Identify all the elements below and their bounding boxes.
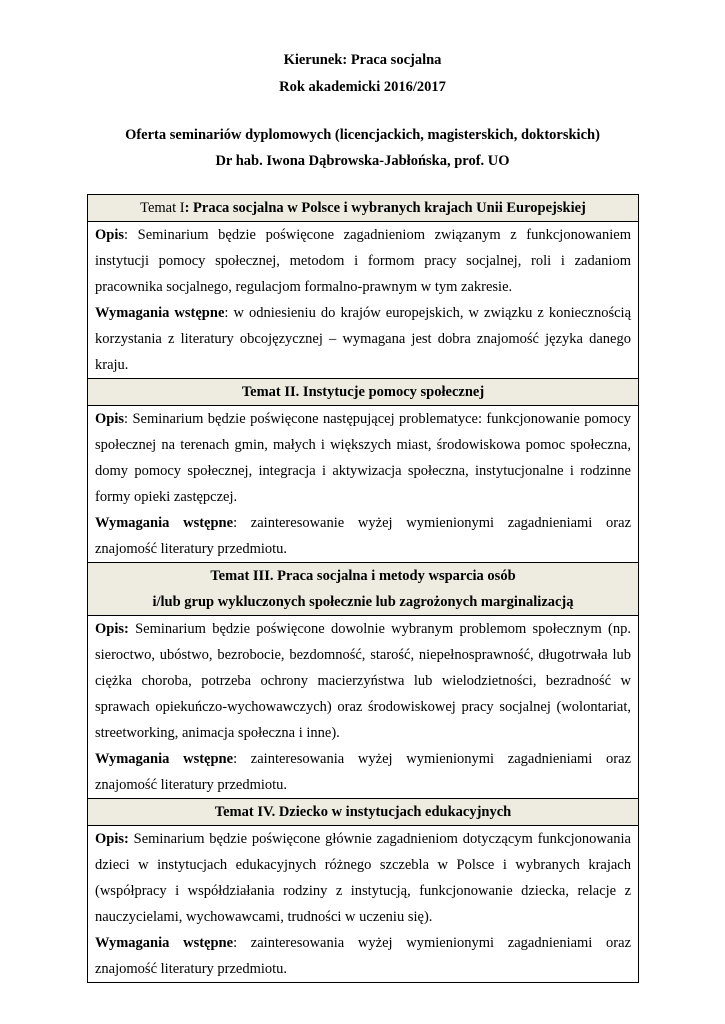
topic-description — [88, 406, 639, 563]
topic-description — [88, 826, 639, 983]
wymagania-paragraph — [95, 510, 631, 562]
topic-row — [88, 379, 639, 406]
supervisor-name: Dr hab. Iwona Dąbrowska-Jabłońska, prof. UO — [215, 153, 510, 169]
wymagania-text: : zainteresowania wyżej wymienionymi zagadnieniami oraz znajomość literatury przedmiotu. — [95, 935, 632, 977]
opis-label: Opis: — [95, 621, 129, 637]
wymagania-label: Wymagania wstępne — [95, 305, 225, 321]
field-of-study: Kierunek: Praca socjalna — [283, 52, 442, 68]
wymagania-text: : zainteresowanie wyżej wymienionymi zagadnieniami oraz znajomość literatury przedmiotu. — [95, 515, 632, 557]
topic-row — [88, 195, 639, 222]
topic-title: Temat IV. Dziecko w instytucjach edukacyjnych — [88, 799, 639, 826]
opis-paragraph — [95, 406, 631, 510]
wymagania-paragraph — [95, 746, 631, 798]
seminar-table — [87, 194, 639, 983]
wymagania-label: Wymagania wstępne — [95, 935, 234, 951]
opis-paragraph — [95, 222, 631, 300]
description-row — [88, 406, 639, 563]
topic-description — [88, 616, 639, 799]
wymagania-paragraph — [95, 300, 631, 378]
description-row — [88, 222, 639, 379]
wymagania-text: : w odniesieniu do krajów europejskich, w związku z koniecznością korzystania z literatury obcojęzycznej – wymagana jest dobra znajomość języka danego kraju. — [95, 305, 632, 373]
wymagania-paragraph — [95, 930, 631, 982]
opis-text: : Seminarium będzie poświęcone zagadnieniom związanym z funkcjonowaniem instytucji pomocy społecznej, metodom i formom pracy socjalnej, roli i zadaniom pracownika socjalnego, regulacjom formalno-prawnym w tym zakresie. — [95, 227, 631, 295]
opis-text: : Seminarium będzie poświęcone następującej problematyce: funkcjonowanie pomocy społecznej na terenach gmin, małych i większych miast, środowiskowa pomoc społeczna, domy pomocy społecznej, integracja i aktywizacja społeczna, instytucjonalne i rodzinne formy opieki zastępczej. — [95, 411, 631, 505]
offer-title: Oferta seminariów dyplomowych (licencjackich, magisterskich, doktorskich) — [125, 127, 600, 143]
wymagania-label: Wymagania wstępne — [95, 751, 234, 767]
opis-paragraph — [95, 826, 631, 930]
wymagania-label: Wymagania wstępne — [95, 515, 234, 531]
topic-description — [88, 222, 639, 379]
opis-label: Opis: — [95, 831, 129, 847]
topic-row — [88, 563, 639, 616]
topic-row — [88, 799, 639, 826]
wymagania-text: : zainteresowania wyżej wymienionymi zagadnieniami oraz znajomość literatury przedmiotu. — [95, 751, 632, 793]
academic-year: Rok akademicki 2016/2017 — [279, 79, 446, 95]
description-row — [88, 826, 639, 983]
opis-text: Seminarium będzie poświęcone głównie zagadnieniom dotyczącym funkcjonowania dzieci w instytucjach edukacyjnych różnego szczebla w Polsce i wybranych krajach (współpracy i współdziałania rodziny z instytucją, funkcjonowanie dziecka, relacje z nauczycielami, wychowawcami, trudności w uczeniu się). — [95, 831, 631, 925]
topic-title: Temat I: Praca socjalna w Polsce i wybranych krajach Unii Europejskiej — [88, 195, 639, 222]
opis-label: Opis — [95, 227, 125, 243]
opis-label: Opis — [95, 411, 125, 427]
description-row — [88, 616, 639, 799]
topic-title: Temat III. Praca socjalna i metody wsparcia osób i/lub grup wykluczonych społecznie lub zagrożonych marginalizacją — [88, 563, 639, 616]
topic-title: Temat II. Instytucje pomocy społecznej — [88, 379, 639, 406]
opis-paragraph — [95, 616, 631, 746]
opis-text: Seminarium będzie poświęcone dowolnie wybranym problemom społecznym (np. sieroctwo, ubóstwo, bezrobocie, bezdomność, starość, niepełnosprawność, długotrwała lub ciężka choroba, potrzeba ochrony macierzyństwa lub wielodzietności, bezradność w sprawach opiekuńczo-wychowawczych) oraz środowiskowej pracy socjalnej (wolontariat, streetworking, animacja społeczna i inne). — [95, 621, 631, 741]
